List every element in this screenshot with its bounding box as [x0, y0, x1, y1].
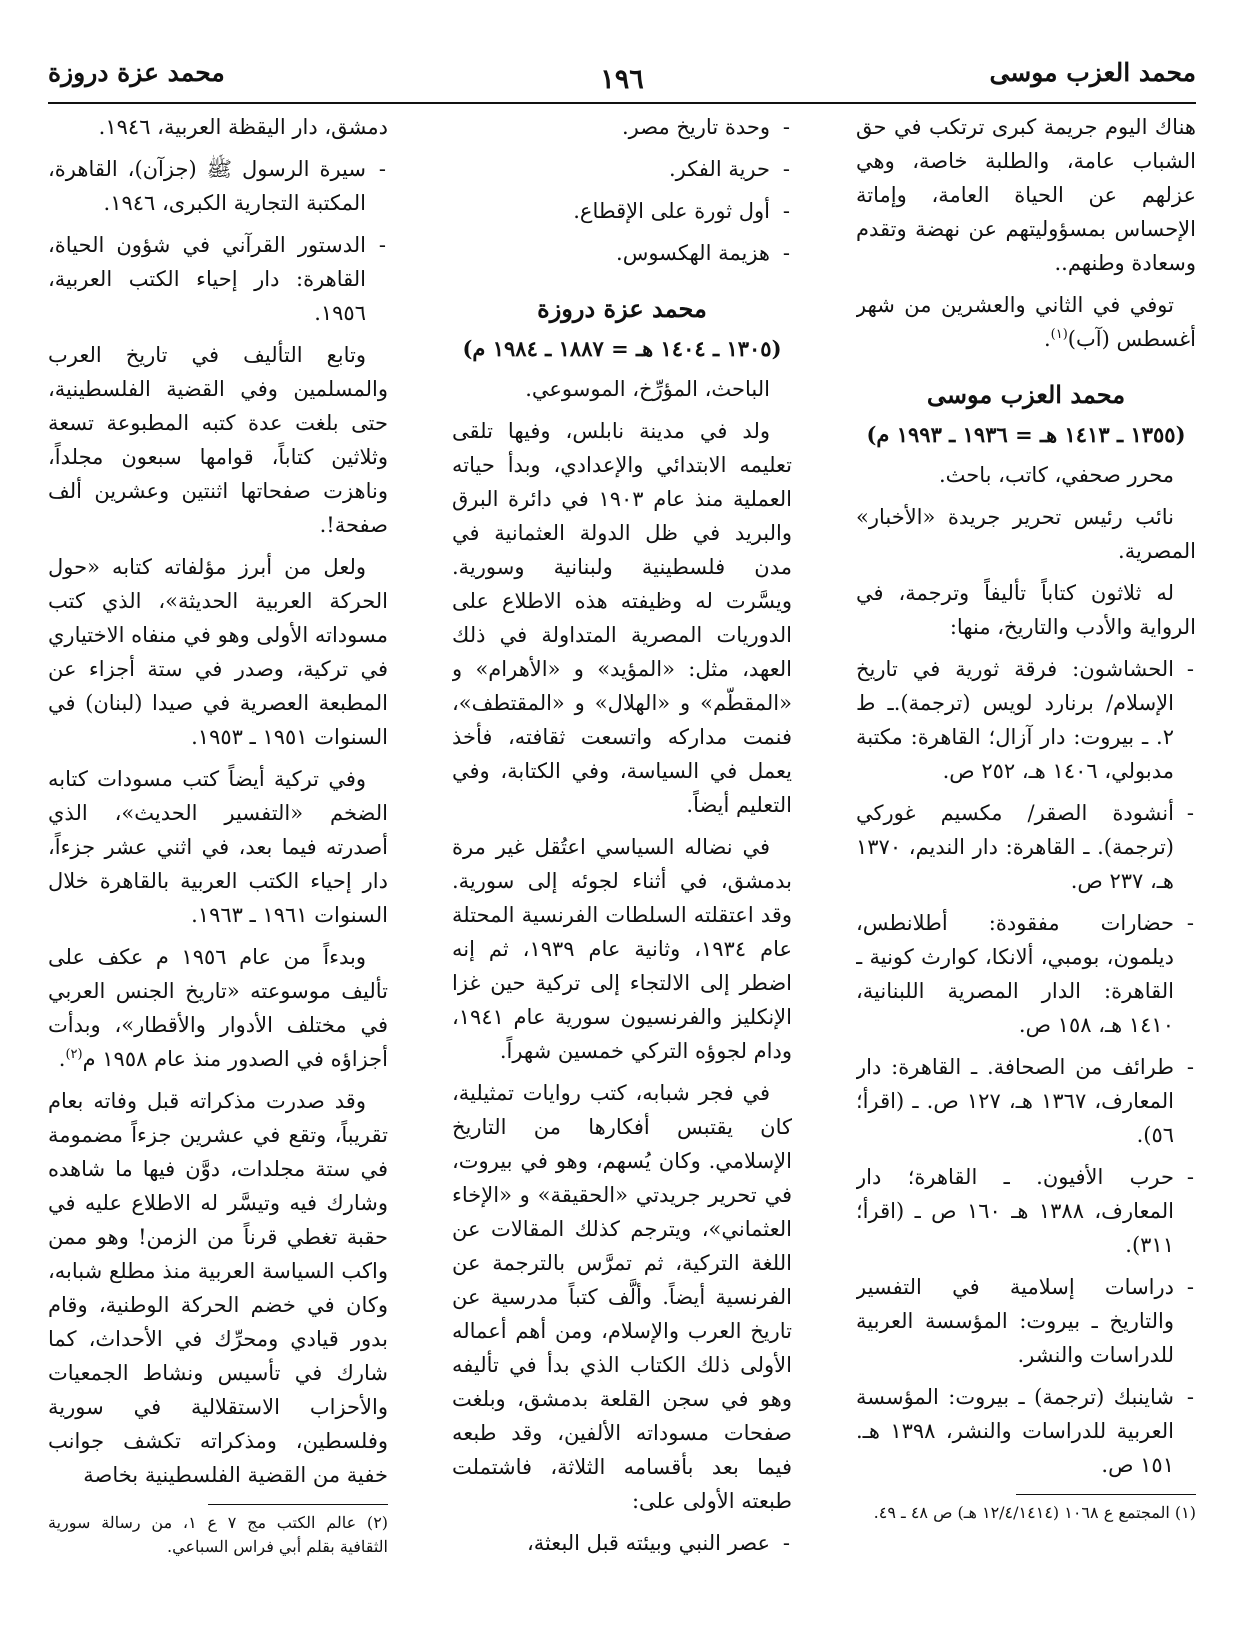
entry-heading: محمد العزب موسى — [926, 380, 1126, 409]
paragraph: وفي تركية أيضاً كتب مسودات كتابه الضخم «التفسير الحديث»، الذي أصدرته فيما بعد، في اثني عشر جزءاً، دار إحياء الكتب العربية بالقاهرة خلال السنوات ١٩٦١ ـ ١٩٦٣. — [48, 767, 388, 927]
list-item: - الحشاشون: فرقة ثورية في تاريخ الإسلام/ برنارد لويس (ترجمة).ـ ط ٢. ـ بيروت: دار آزال؛ القاهرة: مكتبة مدبولي، ١٤٠٦ هـ، ٢٥٢ ص. — [856, 652, 1196, 788]
entry-dates: (١٣٠٥ ـ ١٤٠٤ هـ = ١٨٨٧ ـ ١٩٨٤ م) — [462, 336, 782, 361]
list-item: - دراسات إسلامية في التفسير والتاريخ ـ بيروت: المؤسسة العربية للدراسات والنشر. — [856, 1270, 1196, 1372]
list-item: - سيرة الرسول ﷺ (جزآن)، القاهرة، المكتبة التجارية الكبرى، ١٩٤٦. — [48, 152, 388, 220]
list-item: - وحدة تاريخ مصر. — [452, 110, 792, 144]
list-item: - حرب الأفيون. ـ القاهرة؛ دار المعارف، ١٣٨٨ هـ ١٦٠ ص ـ (اقرأ؛ ٣١١). — [856, 1160, 1196, 1262]
paragraph: الباحث، المؤرِّخ، الموسوعي. — [525, 377, 770, 401]
works-list — [48, 152, 388, 330]
footnote: (١) المجتمع ع ١٠٦٨ (١٢/٤/١٤١٤ هـ) ص ٤٨ ـ ٤٩. — [873, 1503, 1196, 1522]
list-item: - الدستور القرآني في شؤون الحياة، القاهرة: دار إحياء الكتب العربية، ١٩٥٦. — [48, 228, 388, 330]
list-item: - عصر النبي وبيئته قبل البعثة، — [452, 1526, 792, 1560]
list-item: - حضارات مفقودة: أطلانطس، ديلمون، بومبي، ألانكا، كوارث كونية ـ القاهرة: الدار المصرية اللبنانية، ١٤١٠ هـ، ١٥٨ ص. — [856, 906, 1196, 1042]
entry-dates: (١٣٥٥ ـ ١٤١٣ هـ = ١٩٣٦ ـ ١٩٩٣ م) — [866, 422, 1186, 447]
paragraph: له ثلاثون كتاباً تأليفاً وترجمة، في الرواية والأدب والتاريخ، منها: — [856, 581, 1196, 639]
list-item: - طرائف من الصحافة. ـ القاهرة: دار المعارف، ١٣٦٧ هـ، ١٢٧ ص. ـ (اقرأ؛ ٥٦). — [856, 1050, 1196, 1152]
list-item: - أنشودة الصقر/ مكسيم غوركي (ترجمة). ـ القاهرة: دار النديم، ١٣٧٠ هـ، ٢٣٧ ص. — [856, 796, 1196, 898]
paragraph — [856, 288, 1196, 356]
paragraph: وقد صدرت مذكراته قبل وفاته بعام تقريباً، وتقع في عشرين جزءاً مضمومة في ستة مجلدات، دوَّن فيها ما شاهده وشارك فيه وتيسَّر له الاطلاع عليه في حقبة تغطي قرناً من الزمن! وهو ممن واكب السياسة العربية منذ مطلع شبابه، وكان في خضم الحركة الوطنية، وقام بدور قيادي ومحرِّك في الأحداث، كما شارك في تأسيس ونشاط الجمعيات والأحزاب الاستقلالية في سورية وفلسطين، ومذكراته تكشف جوانب خفية من القضية الفلسطينية بخاصة — [48, 1089, 388, 1487]
list-item: - حرية الفكر. — [452, 152, 792, 186]
paragraph-text: وبدءاً من عام ١٩٥٦ م عكف على تأليف موسوعته «تاريخ الجنس العربي في مختلف الأدوار والأقطار»، وبدأت أجزاؤه في الصدور منذ عام ١٩٥٨ م — [48, 945, 388, 1071]
column-right — [856, 110, 1196, 1624]
works-list — [452, 1526, 792, 1560]
punctuation: . — [58, 1047, 66, 1071]
paragraph: وتابع التأليف في تاريخ العرب والمسلمين وفي القضية الفلسطينية، حتى بلغت عدة كتبه المطبوعة تسعة وثلاثين كتاباً، قوامها سبعون مجلداً، وناهزت صفحاتها اثنتين وعشرين ألف صفحة!. — [48, 343, 388, 537]
paragraph: في نضاله السياسي اعتُقل غير مرة بدمشق، في أثناء لجوئه إلى سورية. وقد اعتقلته السلطات الفرنسية المحتلة عام ١٩٣٤، وثانية عام ١٩٣٩، ثم إنه اضطر إلى الالتجاء إلى تركية حين غزا الإنكليز والفرنسيون سورية عام ١٩٤١، ودام لجوؤه التركي خمسين شهراً. — [452, 835, 792, 1063]
column-middle — [452, 110, 792, 1624]
paragraph: ولد في مدينة نابلس، وفيها تلقى تعليمه الابتدائي والإعدادي، وبدأ حياته العملية منذ عام ١٩٠٣ في دائرة البرق والبريد في ظل الدولة العثمانية في مدن فلسطينية ولبنانية وسورية. ويسَّرت له وظيفته هذه الاطلاع على الدوريات المصرية المتداولة في ذلك العهد، مثل: «المؤيد» و «الأهرام» و «المقطّم» و «الهلال» و «المقتطف»، فنمت مداركه واتسعت ثقافته، فأخذ يعمل في السياسة، وفي الكتابة، وفي التعليم أيضاً. — [452, 419, 792, 817]
list-item: - هزيمة الهكسوس. — [452, 236, 792, 270]
paragraph: دمشق، دار اليقظة العربية، ١٩٤٦. — [98, 115, 388, 139]
works-list — [452, 110, 792, 270]
page-number: ١٩٦ — [600, 64, 644, 95]
paragraph-text: توفي في الثاني والعشرين من شهر أغسطس (آب) — [856, 293, 1196, 351]
footnote-rule — [208, 1504, 388, 1505]
paragraph: محرر صحفي، كاتب، باحث. — [938, 463, 1174, 487]
footnote-ref: (١) — [1050, 327, 1068, 342]
paragraph: نائب رئيس تحرير جريدة «الأخبار» المصرية. — [856, 505, 1196, 563]
works-list — [856, 652, 1196, 1482]
running-head — [48, 52, 1196, 104]
entry-heading: محمد عزة دروزة — [537, 294, 707, 323]
paragraph: هناك اليوم جريمة كبرى ترتكب في حق الشباب عامة، والطلبة خاصة، وهي عزلهم عن الحياة العامة، وإماتة الإحساس بمسؤوليتهم عن نهضة وتقدم وسعادة وطنهم.. — [856, 115, 1196, 275]
footnote-ref: (٢) — [65, 1047, 83, 1062]
footnote-rule — [1016, 1494, 1196, 1495]
column-left — [48, 110, 388, 1624]
running-head-right: محمد العزب موسى — [989, 58, 1196, 87]
footnote: (٢) عالم الكتب مج ٧ ع ١، من رسالة سورية الثقافية بقلم أبي فراس السباعي. — [48, 1513, 388, 1556]
paragraph: ولعل من أبرز مؤلفاته كتابه «حول الحركة العربية الحديثة»، الذي كتب مسوداته الأولى وهو في منفاه الاختياري في تركية، وصدر في ستة أجزاء عن المطبعة العصرية في صيدا (لبنان) في السنوات ١٩٥١ ـ ١٩٥٣. — [48, 555, 388, 749]
paragraph — [48, 940, 388, 1076]
punctuation: . — [1043, 327, 1051, 351]
paragraph: في فجر شبابه، كتب روايات تمثيلية، كان يقتبس أفكارها من التاريخ الإسلامي. وكان يُسهم، وهو في بيروت، في تحرير جريدتي «الحقيقة» و «الإخاء العثماني»، ويترجم كذلك المقالات عن اللغة التركية، ثم تمرَّس بالترجمة عن الفرنسية أيضاً. وألَّف كتباً مدرسية عن تاريخ العرب والإسلام، ومن أهم أعماله الأولى ذلك الكتاب الذي بدأ في تأليفه وهو في سجن القلعة بدمشق، وبلغت صفحات مسوداته الألفين، وقد طبعه فيما بعد بأقسامه الثلاثة، فاشتملت طبعته الأولى على: — [452, 1081, 792, 1513]
list-item: - شاينبك (ترجمة) ـ بيروت: المؤسسة العربية للدراسات والنشر، ١٣٩٨ هـ. ١٥١ ص. — [856, 1380, 1196, 1482]
running-head-left: محمد عزة دروزة — [48, 58, 225, 87]
list-item: - أول ثورة على الإقطاع. — [452, 194, 792, 228]
